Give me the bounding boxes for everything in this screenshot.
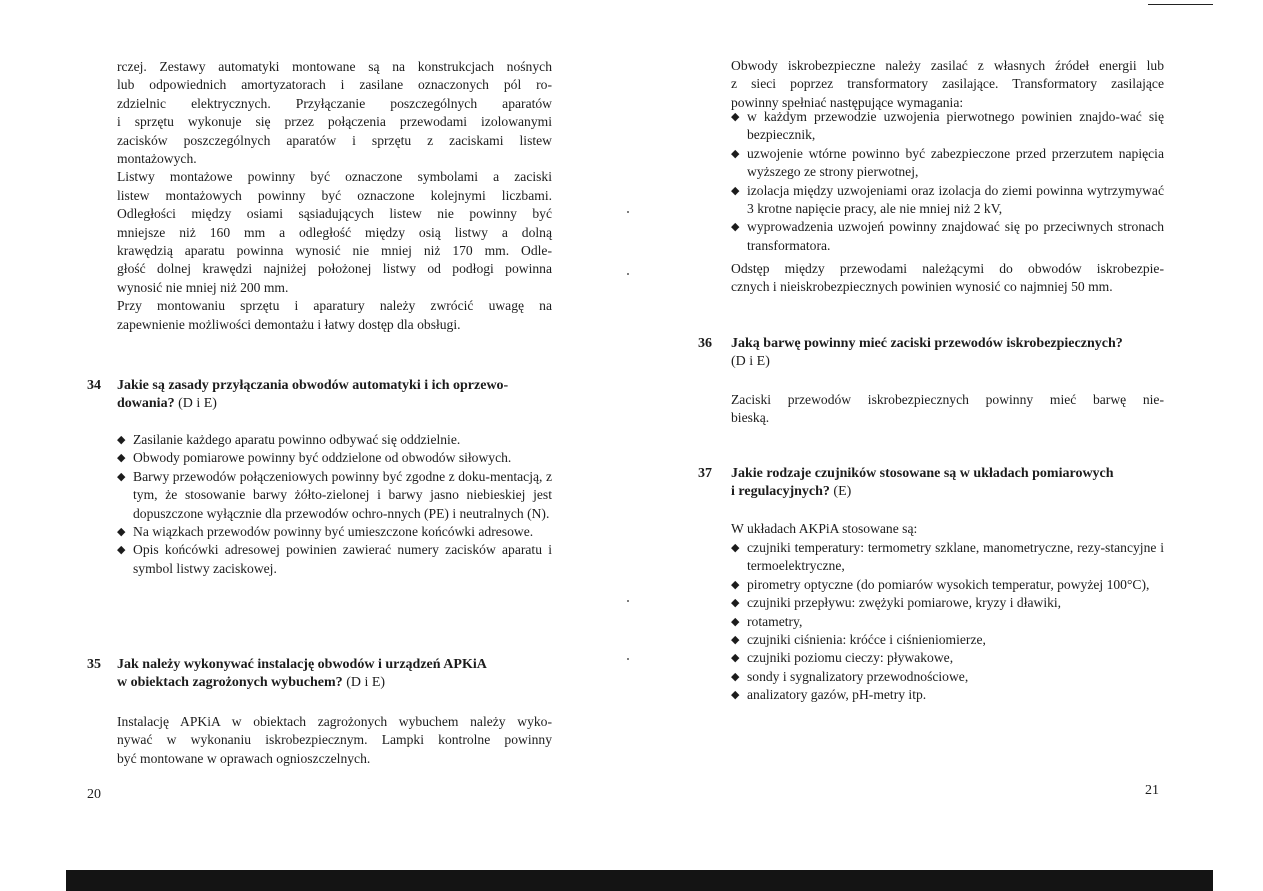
- right-page: [631, 0, 1263, 891]
- diamond-bullet-icon: ◆: [117, 544, 126, 557]
- question-35-answer: [117, 713, 552, 768]
- question-36-answer-line: bieską.: [731, 410, 770, 426]
- left-intro-line: mniejsze niż 160 mm a odległość między osią listwy a dolną: [117, 224, 552, 240]
- question-34-bullet-item-text: Obwody pomiarowe powinny być oddzielone od obwodów siłowych.: [133, 450, 512, 466]
- left-intro-line: i sprzętu wykonuje się przez połączenia przewodami izolowanymi: [117, 114, 552, 130]
- question-34-tag: (D i E): [178, 396, 217, 412]
- question-34-bullet-item-text: Barwy przewodów połączeniowych powinny być zgodne z doku-mentacją, z tym, że stosowanie barwy żółto-zielonej i barwy jasno niebieskiej jest dopuszczone wyłącznie dla przewodów ochro-nnych (PE) i neutralnych (N).: [133, 468, 552, 521]
- transformer-requirement-item-text: izolacja między uzwojeniami oraz izolacja do ziemi powinna wytrzymywać 3 krotne napięcie pracy, ale nie mniej niż 2 kV,: [747, 182, 1164, 217]
- diamond-bullet-icon: ◆: [117, 470, 126, 483]
- question-37-title: [731, 465, 1171, 502]
- page-number-left: 20: [87, 787, 101, 802]
- question-36-tag: (D i E): [731, 354, 770, 370]
- spacing-requirement-line: cznych i nieiskrobezpiecznych powinien wynosić co najmniej 50 mm.: [731, 279, 1113, 295]
- question-34-title-line2: dowania?: [117, 396, 175, 412]
- question-35-title-line2: w obiektach zagrożonych wybuchem?: [117, 675, 343, 691]
- right-intro-text: [731, 57, 1164, 112]
- transformer-requirement-item-text: uzwojenie wtórne powinno być zabezpieczone przed przerzutem napięcia wyższego ze strony pierwotnej,: [747, 145, 1164, 180]
- diamond-bullet-icon: ◆: [731, 652, 740, 665]
- question-34-bullet-item-text: Na wiązkach przewodów powinny być umieszczone końcówki adresowe.: [133, 524, 534, 540]
- question-36-title: [731, 335, 1171, 372]
- question-34-title: [117, 377, 557, 414]
- question-34-bullet-item-text: Opis końcówki adresowej powinien zawierać numery zacisków aparatu i symbol listwy zaciskowej.: [133, 542, 552, 576]
- diamond-bullet-icon: ◆: [731, 111, 740, 123]
- diamond-bullet-icon: ◆: [731, 542, 740, 554]
- question-35-number: 35: [87, 657, 101, 672]
- left-intro-line: Odległości między osiami sąsiadujących listew nie powinny być: [117, 206, 552, 222]
- diamond-bullet-icon: ◆: [731, 615, 740, 628]
- question-36-number: 36: [698, 336, 712, 351]
- left-intro-line: listew montażowych powinny być oznaczone kolejnymi liczbami.: [117, 187, 552, 203]
- spacing-requirement-line: Odstęp między przewodami należącymi do obwodów iskrobezpie-: [731, 261, 1164, 276]
- left-intro-line: krawędzią aparatu powinna wynosić nie mniej niż 170 mm. Odle-: [117, 243, 552, 259]
- sensor-type-item: [731, 613, 1164, 631]
- transformer-requirement-item: [731, 218, 1164, 255]
- left-intro-line: zacisków poszczególnych aparatów i sprzętu z zaciskami listew: [117, 132, 552, 148]
- diamond-bullet-icon: ◆: [731, 147, 740, 160]
- question-34-bullet-item-text: Zasilanie każdego aparatu powinno odbywać się oddzielnie.: [133, 432, 461, 447]
- question-37-number: 37: [698, 466, 712, 481]
- question-36-answer-line: Zaciski przewodów iskrobezpiecznych powinny mieć barwę nie-: [731, 392, 1164, 407]
- right-intro-line: powinny spełniać następujące wymagania:: [731, 94, 964, 110]
- diamond-bullet-icon: ◆: [731, 184, 740, 197]
- transformer-requirement-item-text: w każdym przewodzie uzwojenia pierwotnego powinien znajdo-wać się bezpiecznik,: [747, 109, 1164, 143]
- left-intro-line: Przy montowaniu sprzętu i aparatury należy zwrócić uwagę na: [117, 298, 552, 314]
- diamond-bullet-icon: ◆: [731, 689, 740, 702]
- sensor-type-item-text: sondy i sygnalizatory przewodnościowe,: [747, 668, 969, 684]
- transformer-requirement-item: [731, 108, 1164, 145]
- transformer-requirement-item-text: wyprowadzenia uzwojeń powinny znajdować się po przeciwnych stronach transformatora.: [747, 219, 1164, 253]
- question-34-bullet-item: [117, 449, 552, 467]
- question-34-bullet-list: [117, 431, 552, 578]
- question-34-number: 34: [87, 378, 101, 393]
- page-number-right: 21: [1145, 783, 1159, 798]
- question-34-bullet-item: [117, 468, 552, 523]
- question-34-bullet-item: [117, 541, 552, 578]
- left-intro-line: montażowych.: [117, 151, 197, 167]
- scan-bottom-bar: [66, 870, 1213, 891]
- right-intro-line: Obwody iskrobezpieczne należy zasilać z własnych źródeł energii lub: [731, 58, 1164, 73]
- sensor-type-item-text: czujniki przepływu: zwężyki pomiarowe, kryzy i dławiki,: [747, 595, 1062, 611]
- sensor-type-item-text: czujniki ciśnienia: króćce i ciśnieniomierze,: [747, 632, 986, 648]
- question-36-answer: [731, 391, 1164, 428]
- left-intro-line: wynosić nie mniej niż 200 mm.: [117, 279, 289, 295]
- right-intro-line: z sieci poprzez transformatory zasilające. Transformatory zasilające: [731, 76, 1164, 92]
- question-35-answer-line: nywać w wykonaniu iskrobezpiecznym. Lampki kontrolne powinny: [117, 732, 552, 748]
- sensor-type-item-text: czujniki poziomu cieczy: pływakowe,: [747, 650, 954, 666]
- transformer-requirement-item: [731, 182, 1164, 219]
- question-34-bullet-item: [117, 431, 552, 449]
- sensor-type-item: [731, 576, 1164, 594]
- question-35-title-line1: Jak należy wykonywać instalację obwodów i urządzeń APKiA: [117, 657, 487, 672]
- diamond-bullet-icon: ◆: [731, 221, 740, 234]
- scan-speck: [627, 658, 629, 660]
- sensor-type-item-text: rotametry,: [747, 613, 803, 629]
- question-35-answer-line: być montowane w oprawach ognioszczelnych.: [117, 750, 371, 766]
- spacing-requirement-text: [731, 260, 1164, 297]
- question-35-answer-line: Instalację APKiA w obiektach zagrożonych wybuchem należy wyko-: [117, 714, 552, 729]
- question-36-title-line1: Jaką barwę powinny mieć zaciski przewodów iskrobezpiecznych?: [731, 336, 1123, 351]
- sensor-type-item: [731, 594, 1164, 612]
- diamond-bullet-icon: ◆: [731, 578, 740, 591]
- left-intro-line: zdzielnic elektrycznych. Przyłączanie poszczególnych aparatów: [117, 95, 552, 111]
- sensor-type-item: [731, 649, 1164, 667]
- question-37-title-line2: i regulacyjnych?: [731, 484, 830, 500]
- left-intro-text: [117, 58, 552, 334]
- transformer-requirements-list: [731, 108, 1164, 255]
- scan-speck: [627, 273, 629, 275]
- question-37-title-line1: Jakie rodzaje czujników stosowane są w układach pomiarowych: [731, 466, 1114, 481]
- left-page: [0, 0, 631, 891]
- question-35-tag: (D i E): [346, 675, 386, 691]
- left-intro-line: rczej. Zestawy automatyki montowane są na konstrukcjach nośnych: [117, 59, 552, 74]
- transformer-requirement-item: [731, 145, 1164, 182]
- diamond-bullet-icon: ◆: [117, 452, 126, 465]
- question-34-bullet-item: [117, 523, 552, 541]
- scan-speck: [627, 211, 629, 213]
- diamond-bullet-icon: ◆: [117, 434, 126, 446]
- left-intro-line: zapewnienie możliwości demontażu i łatwy dostęp dla obsługi.: [117, 316, 461, 332]
- question-37-tag: (E): [833, 484, 852, 500]
- top-right-rule: [1148, 4, 1213, 5]
- sensor-type-item: [731, 539, 1164, 576]
- question-37-lead: W układach AKPiA stosowane są:: [731, 521, 918, 536]
- sensor-type-item: [731, 631, 1164, 649]
- scan-speck: [627, 600, 629, 602]
- diamond-bullet-icon: ◆: [731, 634, 740, 647]
- left-intro-line: głość dolnej krawędzi najniżej położonej listwy od podłogi powinna: [117, 261, 552, 277]
- sensor-type-item-text: pirometry optyczne (do pomiarów wysokich temperatur, powyżej 100°C),: [747, 576, 1150, 592]
- left-intro-line: lub odpowiednich amortyzatorach i zasilane oznaczonych pól ro-: [117, 77, 552, 93]
- question-34-title-line1: Jakie są zasady przyłączania obwodów automatyki i ich oprzewo-: [117, 378, 509, 393]
- diamond-bullet-icon: ◆: [731, 670, 740, 683]
- sensor-type-item-text: analizatory gazów, pH-metry itp.: [747, 687, 927, 703]
- question-37-bullet-list: [731, 539, 1164, 705]
- question-35-title: [117, 656, 557, 693]
- sensor-type-item: [731, 686, 1164, 704]
- sensor-type-item: [731, 668, 1164, 686]
- diamond-bullet-icon: ◆: [117, 526, 126, 539]
- diamond-bullet-icon: ◆: [731, 597, 740, 610]
- left-intro-line: Listwy montażowe powinny być oznaczone symbolami a zaciski: [117, 169, 552, 185]
- sensor-type-item-text: czujniki temperatury: termometry szklane, manometryczne, rezy-stancyjne i termoelektryczne,: [747, 540, 1164, 574]
